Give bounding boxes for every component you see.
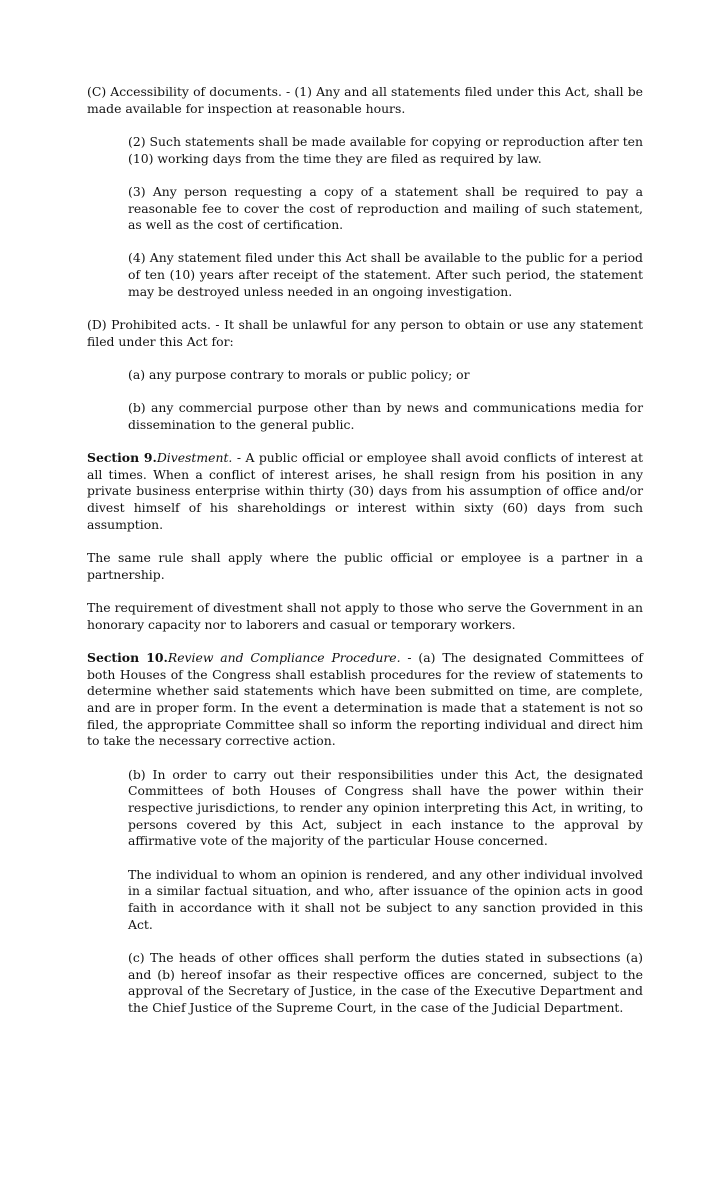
section-9-title: Divestment.	[156, 450, 233, 466]
paragraph-d-a: (a) any purpose contrary to morals or public policy; or	[128, 366, 470, 382]
paragraph-c-4: (4) Any statement filed under this Act shall be available to the public for a period of ten (10) years after receipt of the statement. After such period, the statement may be destroyed unless needed in an ongoing investigation.	[128, 250, 643, 299]
paragraph-10-opinion: The individual to whom an opinion is rendered, and any other individual involved in a similar factual situation, and who, after issuance of the opinion acts in good faith in accordance with it shall not be subject to any sanction provided in this Act.	[128, 866, 643, 932]
section-9-divestment	[87, 450, 643, 534]
section-9-heading: Section 9.	[87, 450, 157, 466]
paragraph-d-b: (b) any commercial purpose other than by news and communications media for dissemination to the general public.	[128, 400, 643, 432]
paragraph-c-accessibility: (C) Accessibility of documents. - (1) Any and all statements filed under this Act, shall be made available for inspection at reasonable hours.	[87, 84, 643, 116]
section-10-body: - (a) The designated Committees of both Houses of the Congress shall establish procedures for the review of statements to determine whether said statements which have been submitted on time, are complete, and are in proper form. In the event a determination is made that a statement is not so filed, the appropriate Committee shall so inform the reporting individual and direct him to take the necessary corrective action.	[87, 649, 643, 749]
section-9-body: - A public official or employee shall avoid conflicts of interest at all times. When a conflict of interest arises, he shall resign from his position in any private business enterprise within thirty (30) days from his assumption of office and/or divest himself of his shareholdings or interest within sixty (60) days from such assumption.	[87, 450, 643, 532]
paragraph-divestment-exemption: The requirement of divestment shall not apply to those who serve the Government in an honorary capacity nor to laborers and casual or temporary workers.	[87, 599, 643, 632]
paragraph-d-prohibited-acts: (D) Prohibited acts. - It shall be unlawful for any person to obtain or use any statement filed under this Act for:	[87, 317, 643, 349]
section-10-title: Review and Compliance Procedure.	[167, 649, 401, 665]
paragraph-10-c: (c) The heads of other offices shall perform the duties stated in subsections (a) and (b) hereof insofar as their respective offices are concerned, subject to the approval of the Secretary of Justice, in the case of the Executive Department and the Chief Justice of the Supreme Court, in the case of the Judicial Department.	[128, 949, 643, 1016]
paragraph-c-2: (2) Such statements shall be made available for copying or reproduction after ten (10) working days from the time they are filed as required by law.	[128, 133, 643, 166]
document-page	[87, 84, 643, 1033]
section-10-heading: Section 10.	[87, 649, 168, 665]
section-10-review	[87, 650, 643, 750]
paragraph-10-b: (b) In order to carry out their responsibilities under this Act, the designated Committees of both Houses of Congress shall have the power within their respective jurisdictions, to render any opinion interpreting this Act, in writing, to persons covered by this Act, subject in each instance to the approval by affirmative vote of the majority of the particular House concerned.	[128, 766, 643, 849]
paragraph-partnership-rule: The same rule shall apply where the public official or employee is a partner in a partnership.	[87, 550, 643, 582]
paragraph-c-3: (3) Any person requesting a copy of a statement shall be required to pay a reasonable fee to cover the cost of reproduction and mailing of such statement, as well as the cost of certification.	[128, 183, 643, 233]
